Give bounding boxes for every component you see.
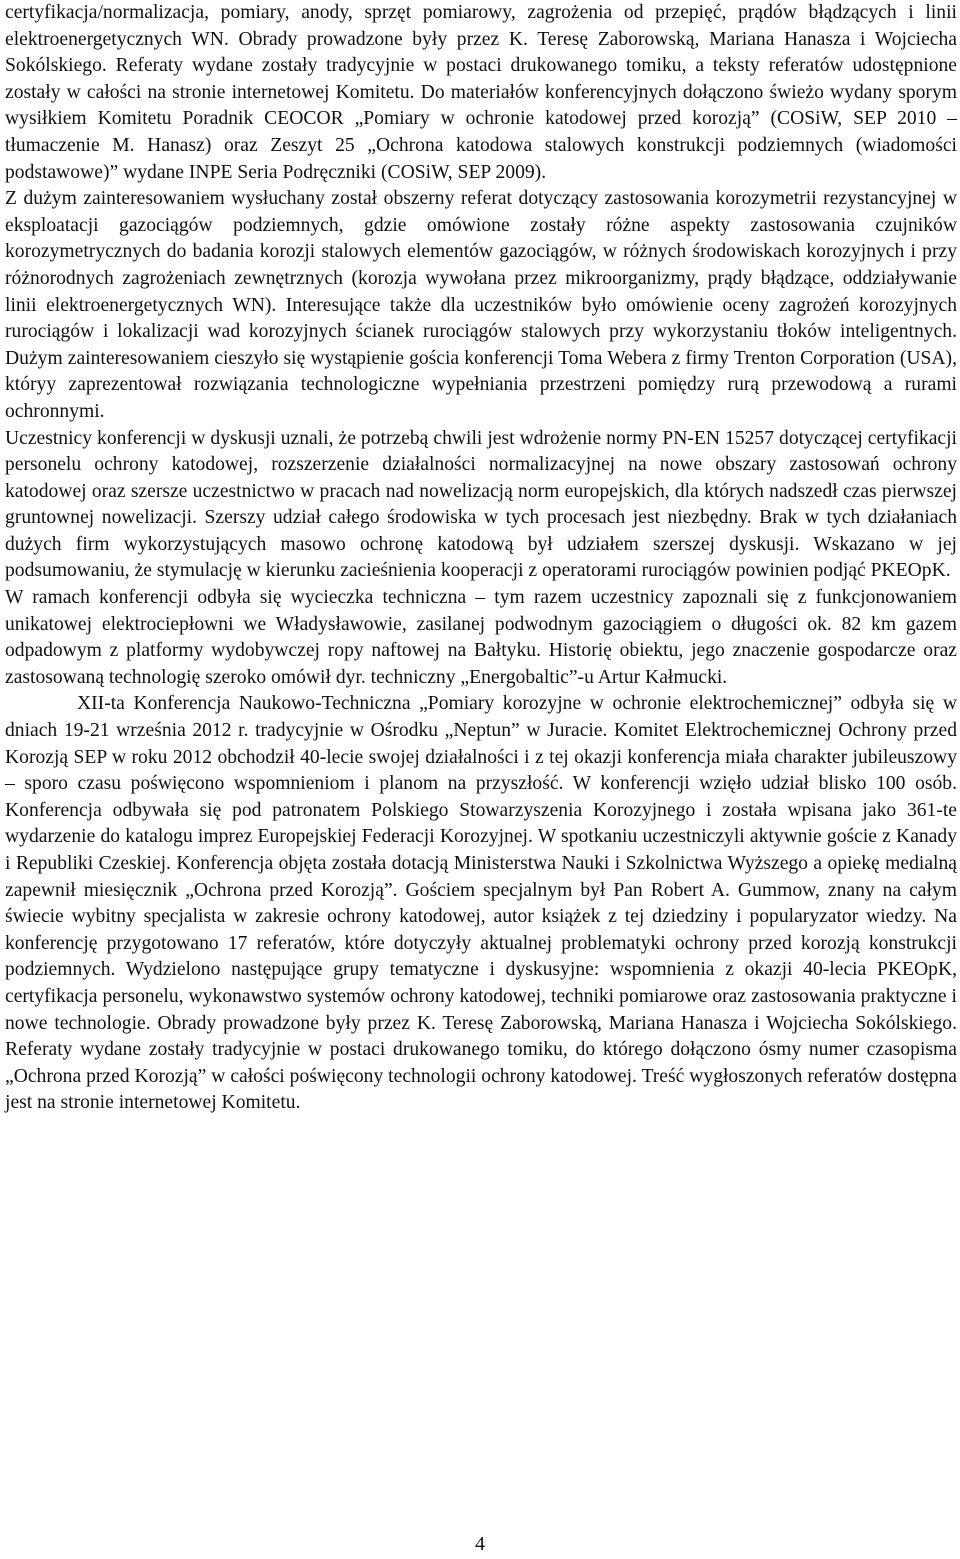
page-number: 4 [475,1533,485,1555]
paragraph-continuation: certyfikacja/normalizacja, pomiary, anody, sprzęt pomiarowy, zagrożenia od przepięć, prądów błądzących i linii elektroenergetycznych WN. Obrady prowadzone były przez K. Teresę Zaborowską, Mariana Hanasza i Wojciecha Sokólskiego. Referaty wydane zostały tradycyjnie w postaci drukowanego tomiku, a teksty referatów udostępnione zostały w całości na stronie internetowej Komitetu. Do materiałów konferencyjnych dołączono świeżo wydany sporym wysiłkiem Komitetu Poradnik CEOCOR „Pomiary w ochronie katodowej przed korozją” (COSiW, SEP 2010 – tłumaczenie M. Hanasz) oraz Zeszyt 25 „Ochrona katodowa stalowych konstrukcji podziemnych (wiadomości podstawowe)” wydane INPE Seria Podręczniki (COSiW, SEP 2009). [5,2,957,183]
document-page [5,0,957,1117]
paragraph-technical-trip: W ramach konferencji odbyła się wycieczka techniczna – tym razem uczestnicy zapoznali się z funkcjonowaniem unikatowej elektrociepłowni we Władysławowie, zasilanej podwodnym gazociągiem o długości ok. 82 km gazem odpadowym z platformy wydobywczej ropy naftowej na Bałtyku. Historię obiektu, jego znaczenie gospodarcze oraz zastosowaną technologię szeroko omówił dyr. techniczny „Energobaltic”-u Artur Kałmucki. [5,587,957,688]
paragraph-corrosion-metering: Z dużym zainteresowaniem wysłuchany został obszerny referat dotyczący zastosowania korozymetrii rezystancyjnej w eksploatacji gazociągów podziemnych, gdzie omówione zostały różne aspekty zastosowania czujników korozymetrycznych do badania korozji stalowych elementów gazociągów, w różnych środowiskach korozyjnych i przy różnorodnych zagrożeniach zewnętrznych (korozja wywołana przez mikroorganizmy, prądy błądzące, oddziaływanie linii elektroenergetycznych WN). Interesujące także dla uczestników było omówienie oceny zagrożeń korozyjnych rurociągów i lokalizacji wad korozyjnych ścianek rurociągów stalowych przy wykorzystaniu tłoków inteligentnych. Dużym zainteresowaniem cieszyło się wystąpienie gościa konferencji Toma Webera z firmy Trenton Corporation (USA), któryy zaprezentował rozwiązania technologiczne wypełniania przestrzeni pomiędzy rurą przewodową a rurami ochronnymi. [5,188,957,422]
paragraph-conclusions: Uczestnicy konferencji w dyskusji uznali, że potrzebą chwili jest wdrożenie normy PN-EN 15257 dotyczącej certyfikacji personelu ochrony katodowej, rozszerzenie działalności normalizacyjnej na nowe obszary zastosowań ochrony katodowej oraz szersze uczestnictwo w pracach nad nowelizacją norm europejskich, dla których nadszedł czas pierwszej gruntownej nowelizacji. Szerszy udział całego środowiska w tych procesach jest niezbędny. Brak w tych działaniach dużych firm wykorzystujących masowo ochronę katodową był udziałem szerszej dyskusji. Wskazano w jej podsumowaniu, że stymulację w kierunku zacieśnienia kooperacji z operatorami rurociągów powinien podjąć PKEOpK. [5,427,957,582]
paragraph-xii-conference: XII-ta Konferencja Naukowo-Techniczna „Pomiary korozyjne w ochronie elektrochemicznej” odbyła się w dniach 19-21 września 2012 r. tradycyjnie w Ośrodku „Neptun” w Juracie. Komitet Elektrochemicznej Ochrony przed Korozją SEP w roku 2012 obchodził 40-lecie swojej działalności i z tej okazji konferencja miała charakter jubileuszowy – sporo czasu poświęcono wspomnieniom i planom na przyszłość. W konferencji wzięło udział blisko 100 osób. Konferencja odbywała się pod patronatem Polskiego Stowarzyszenia Korozyjnego i została wpisana jako 361-te wydarzenie do katalogu imprez Europejskiej Federacji Korozyjnej. W spotkaniu uczestniczyli aktywnie goście z Kanady i Republiki Czeskiej. Konferencja objęta została dotacją Ministerstwa Nauki i Szkolnictwa Wyższego a opiekę medialną zapewnił miesięcznik „Ochrona przed Korozją”. Gościem specjalnym był Pan Robert A. Gummow, znany na całym świecie wybitny specjalista w zakresie ochrony katodowej, autor książek z tej dziedziny i popularyzator wiedzy. Na konferencję przygotowano 17 referatów, które dotyczyły aktualnej problematyki ochrony przed korozją konstrukcji podziemnych. Wydzielono następujące grupy tematyczne i dyskusyjne: wspomnienia z okazji 40-lecia PKEOpK, certyfikacja personelu, wykonawstwo systemów ochrony katodowej, techniki pomiarowe oraz zastosowania praktyczne i nowe technologie. Obrady prowadzone były przez K. Teresę Zaborowską, Mariana Hanasza i Wojciecha Sokólskiego. Referaty wydane zostały tradycyjnie w postaci drukowanego tomiku, do którego dołączono ósmy numer czasopisma „Ochrona przed Korozją” w całości poświęcony technologii ochrony katodowej. Treść wygłoszonych referatów dostępna jest na stronie internetowej Komitetu. [5,693,957,1114]
